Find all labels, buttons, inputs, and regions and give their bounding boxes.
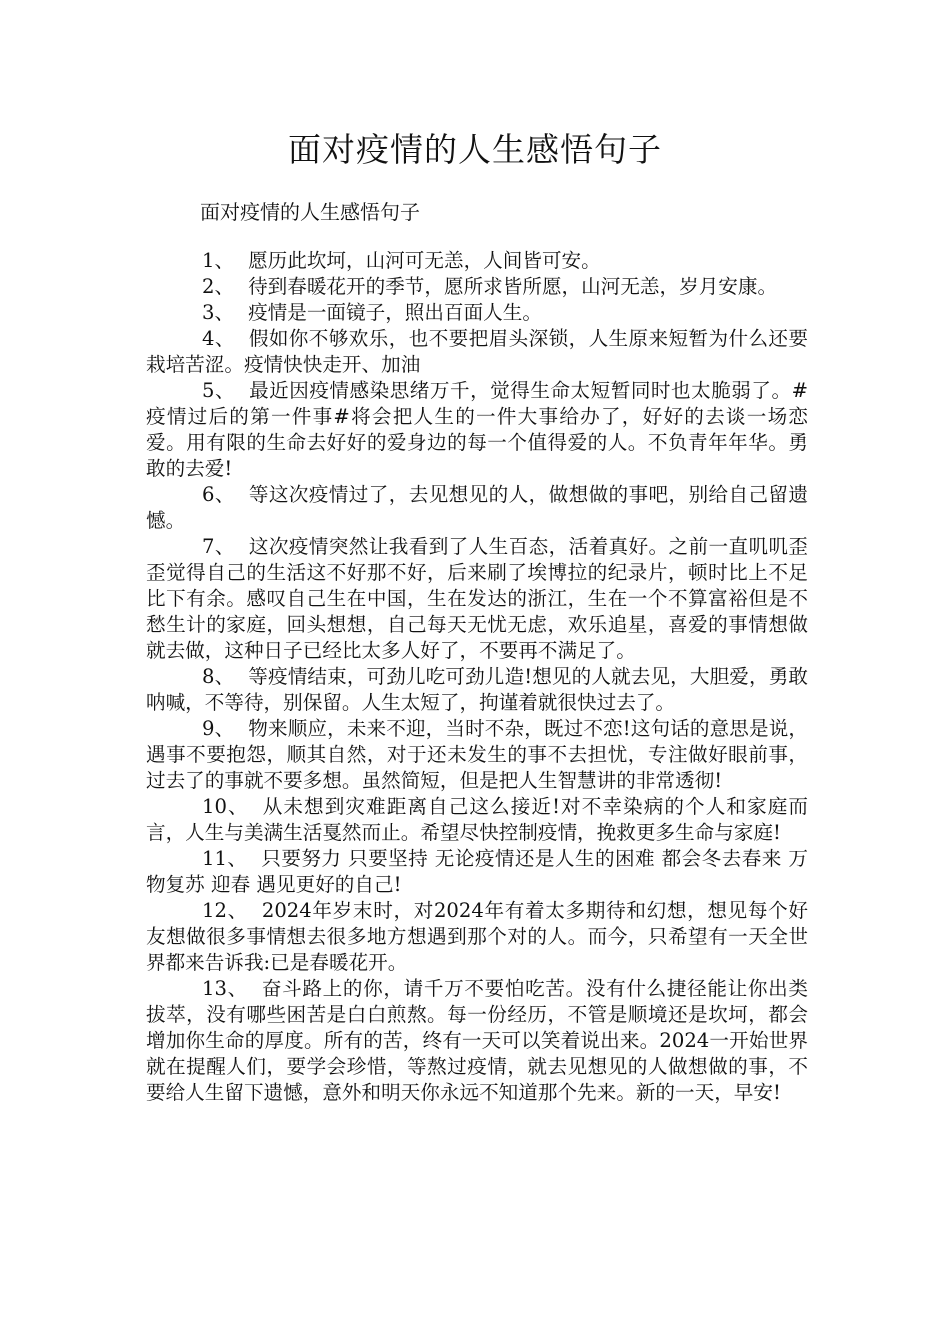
quote-item-12 bbox=[146, 898, 808, 976]
quote-number: 8、 bbox=[202, 665, 235, 688]
quote-text: 从未想到灾难距离自己这么接近!对不幸染病的个人和家庭而言，人生与美满生活戛然而止。希望尽快控制疫情，挽救更多生命与家庭! bbox=[146, 795, 809, 844]
quote-number: 13、 bbox=[202, 977, 248, 1000]
quote-text: 假如你不够欢乐，也不要把眉头深锁，人生原来短暂为什么还要栽培苦涩。疫情快快走开、加油 bbox=[146, 327, 809, 376]
quote-item-9 bbox=[146, 716, 808, 794]
quote-number: 4、 bbox=[202, 327, 235, 350]
quote-number: 2、 bbox=[202, 275, 235, 298]
quote-text: 等疫情结束，可劲儿吃可劲儿造!想见的人就去见，大胆爱，勇敢呐喊，不等待，别保留。人生太短了，拘谨着就很快过去了。 bbox=[146, 665, 809, 714]
quote-text: 待到春暖花开的季节，愿所求皆所愿，山河无恙，岁月安康。 bbox=[248, 275, 778, 298]
quote-text: 愿历此坎坷，山河可无恙，人间皆可安。 bbox=[248, 249, 601, 272]
quote-text: 物来顺应，未来不迎，当时不杂，既过不恋!这句话的意思是说，遇事不要抱怨，顺其自然，对于还未发生的事不去担忧，专注做好眼前事，过去了的事就不要多想。虽然简短，但是把人生智慧讲的非常透彻! bbox=[146, 717, 809, 792]
quote-item-4 bbox=[146, 326, 808, 378]
quote-list bbox=[146, 248, 808, 1106]
quote-number: 11、 bbox=[202, 847, 248, 870]
quote-item-6 bbox=[146, 482, 808, 534]
quote-item-5 bbox=[146, 378, 808, 482]
quote-item-13 bbox=[146, 976, 808, 1106]
quote-number: 6、 bbox=[202, 483, 235, 506]
quote-number: 5、 bbox=[202, 379, 236, 402]
quote-number: 3、 bbox=[202, 301, 235, 324]
quote-text: 只要努力 只要坚持 无论疫情还是人生的困难 都会冬去春来 万物复苏 迎春 遇见更好的自己! bbox=[146, 847, 808, 896]
quote-item-8 bbox=[146, 664, 808, 716]
quote-number: 12、 bbox=[202, 899, 248, 922]
quote-number: 1、 bbox=[202, 249, 235, 272]
quote-item-3 bbox=[146, 300, 808, 326]
quote-text: 奋斗路上的你，请千万不要怕吃苦。没有什么捷径能让你出类拔萃，没有哪些困苦是白白煎熬。每一份经历，不管是顺境还是坎坷，都会增加你生命的厚度。所有的苦，终有一天可以笑着说出来。2024一开始世界就在提醒人们，要学会珍惜，等熬过疫情，就去见想见的人做想做的事，不要给人生留下遗憾，意外和明天你永远不知道那个先来。新的一天，早安! bbox=[146, 977, 808, 1104]
quote-text: 等这次疫情过了，去见想见的人，做想做的事吧，别给自己留遗憾。 bbox=[146, 483, 809, 532]
page-title: 面对疫情的人生感悟句子 bbox=[288, 130, 662, 169]
quote-text: 疫情是一面镜子，照出百面人生。 bbox=[248, 301, 542, 324]
quote-text: 最近因疫情感染思绪万千，觉得生命太短暂同时也太脆弱了。#疫情过后的第一件事#将会把人生的一件大事给办了，好好的去谈一场恋爱。用有限的生命去好好的爱身边的每一个值得爱的人。不负青年年华。勇敢的去爱! bbox=[146, 379, 808, 480]
quote-item-11 bbox=[146, 846, 808, 898]
quote-item-7 bbox=[146, 534, 808, 664]
quote-item-2 bbox=[146, 274, 808, 300]
quote-number: 7、 bbox=[202, 535, 235, 558]
quote-text: 这次疫情突然让我看到了人生百态，活着真好。之前一直叽叽歪歪觉得自己的生活这不好那不好，后来刷了埃博拉的纪录片，顿时比上不足比下有余。感叹自己生在中国，生在发达的浙江，生在一个不算富裕但是不愁生计的家庭，回头想想，自己每天无忧无虑，欢乐追星，喜爱的事情想做就去做，这种日子已经比太多人好了，不要再不满足了。 bbox=[146, 535, 809, 662]
quote-item-1 bbox=[146, 248, 808, 274]
quote-text: 2024年岁末时，对2024年有着太多期待和幻想，想见每个好友想做很多事情想去很多地方想遇到那个对的人。而今，只希望有一天全世界都来告诉我:已是春暖花开。 bbox=[146, 899, 809, 974]
document-subtitle: 面对疫情的人生感悟句子 bbox=[200, 200, 420, 224]
quote-number: 9、 bbox=[202, 717, 235, 740]
quote-number: 10、 bbox=[202, 795, 249, 818]
quote-item-10 bbox=[146, 794, 808, 846]
